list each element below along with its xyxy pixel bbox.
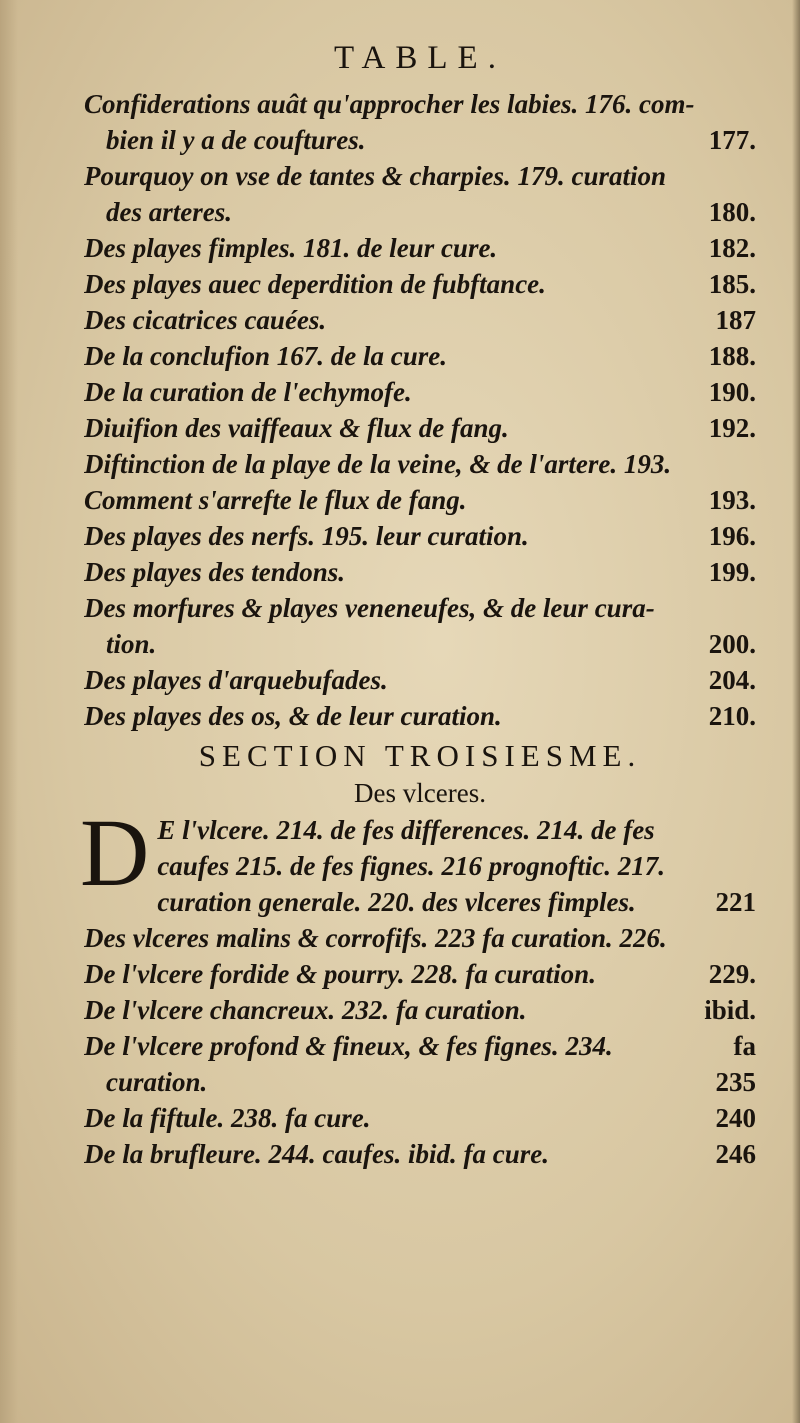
toc-page-number: 199. (708, 557, 756, 587)
section-line (84, 1136, 756, 1172)
toc-line (84, 266, 756, 302)
section-line (84, 1028, 756, 1064)
section-text: caufes 215. de fes fignes. 216 prognoftic. 217. (157, 851, 666, 881)
section-line (84, 1064, 756, 1100)
toc-page-number: 204. (708, 665, 756, 695)
toc-line (84, 122, 756, 158)
toc-page-number: 188. (708, 341, 756, 371)
toc-line (84, 518, 756, 554)
toc-text: Des playes des tendons. (84, 557, 345, 587)
section-title: SECTION TROISIESME. (198, 738, 642, 773)
section-page-number: 240 (715, 1103, 756, 1133)
toc-entry (84, 590, 756, 662)
toc-text: Pourquoy on vse de tantes & charpies. 179. curation (84, 161, 667, 191)
toc-text: Des playes des nerfs. 195. leur curation. (84, 521, 529, 551)
section-line (157, 848, 756, 884)
toc-text: Des morfures & playes veneneufes, & de leur cura- (84, 593, 655, 623)
toc-text: Des playes des os, & de leur curation. (84, 701, 502, 731)
toc-text: Des cicatrices cauées. (84, 305, 327, 335)
toc-line (84, 554, 756, 590)
toc-page-number: 192. (708, 413, 756, 443)
toc-page-number: 185. (708, 269, 756, 299)
section-line (84, 992, 756, 1028)
toc-text: Diftinction de la playe de la veine, & de l'artere. 193. (84, 449, 672, 479)
drop-capital: D (80, 799, 150, 906)
toc-entry (84, 410, 756, 446)
section-text: De la brufleure. 244. caufes. ibid. fa cure. (84, 1139, 549, 1169)
section-page-number: 235 (715, 1067, 756, 1097)
section-text: E l'vlcere. 214. de fes differences. 214. de fes (157, 815, 655, 845)
toc-entry (84, 158, 756, 230)
toc-text: Des playes auec deperdition de fubftance. (84, 269, 546, 299)
toc-text: Des playes d'arquebufades. (84, 665, 388, 695)
toc-text: des arteres. (106, 197, 232, 227)
section-line (84, 920, 756, 956)
toc-page-number: 210. (708, 701, 756, 731)
section-line (84, 1100, 756, 1136)
toc-line (84, 410, 756, 446)
toc-page-number: 187 (715, 305, 756, 335)
section-subtitle: Des vlceres. (354, 778, 486, 808)
toc-text: Des playes fimples. 181. de leur cure. (84, 233, 498, 263)
toc-entry (84, 266, 756, 302)
toc-line (84, 230, 756, 266)
toc-text: De la curation de l'echymofe. (84, 377, 412, 407)
toc-text: bien il y a de couftures. (106, 125, 366, 155)
toc-page-number: 182. (708, 233, 756, 263)
toc-line (84, 86, 756, 122)
section-text: De l'vlcere fordide & pourry. 228. fa curation. (84, 959, 596, 989)
section-line (157, 812, 756, 848)
toc-entry (84, 698, 756, 734)
toc-line (84, 158, 756, 194)
section-text: curation generale. 220. des vlceres fimples. (157, 887, 636, 917)
toc-line (84, 482, 756, 518)
section-text: curation. (106, 1067, 208, 1097)
toc-line (84, 194, 756, 230)
section-text: De l'vlcere profond & fineux, & fes fignes. 234. (84, 1031, 613, 1061)
running-head: TABLE. (334, 40, 506, 76)
table-of-contents (84, 86, 756, 734)
section-line (84, 956, 756, 992)
toc-entry (84, 86, 756, 158)
toc-page-number: 193. (708, 485, 756, 515)
toc-entry (84, 482, 756, 518)
toc-page-number: 200. (708, 629, 756, 659)
toc-line (84, 338, 756, 374)
section-text: Des vlceres malins & corrofifs. 223 fa curation. 226. (84, 923, 667, 953)
toc-page-number: 190. (708, 377, 756, 407)
section-page-number: 229. (708, 959, 756, 989)
toc-line (84, 626, 756, 662)
toc-line (84, 590, 756, 626)
section-page-number: 246 (715, 1139, 756, 1169)
toc-line (84, 446, 756, 482)
toc-entry (84, 518, 756, 554)
toc-line (84, 662, 756, 698)
toc-entry (84, 230, 756, 266)
toc-page-number: 180. (708, 197, 756, 227)
section-page-number: ibid. (704, 995, 756, 1025)
toc-page-number: 177. (708, 125, 756, 155)
toc-text: Diuifion des vaiffeaux & flux de fang. (84, 413, 509, 443)
section-page-number: 221 (715, 887, 756, 917)
section-text: De l'vlcere chancreux. 232. fa curation. (84, 995, 527, 1025)
toc-entry (84, 446, 756, 482)
section-page-number: fa (733, 1031, 756, 1061)
toc-text: tion. (106, 629, 157, 659)
toc-text: De la conclufion 167. de la cure. (84, 341, 447, 371)
section-text: De la fiftule. 238. fa cure. (84, 1103, 371, 1133)
toc-entry (84, 662, 756, 698)
toc-text: Confiderations auât qu'approcher les labies. 176. com- (84, 89, 695, 119)
toc-text: Comment s'arrefte le flux de fang. (84, 485, 467, 515)
toc-entry (84, 374, 756, 410)
toc-entry (84, 338, 756, 374)
toc-entry (84, 302, 756, 338)
toc-page-number: 196. (708, 521, 756, 551)
toc-line (84, 302, 756, 338)
section-entries (80, 799, 756, 1172)
toc-line (84, 698, 756, 734)
toc-line (84, 374, 756, 410)
toc-entry (84, 554, 756, 590)
section-line (157, 884, 756, 920)
